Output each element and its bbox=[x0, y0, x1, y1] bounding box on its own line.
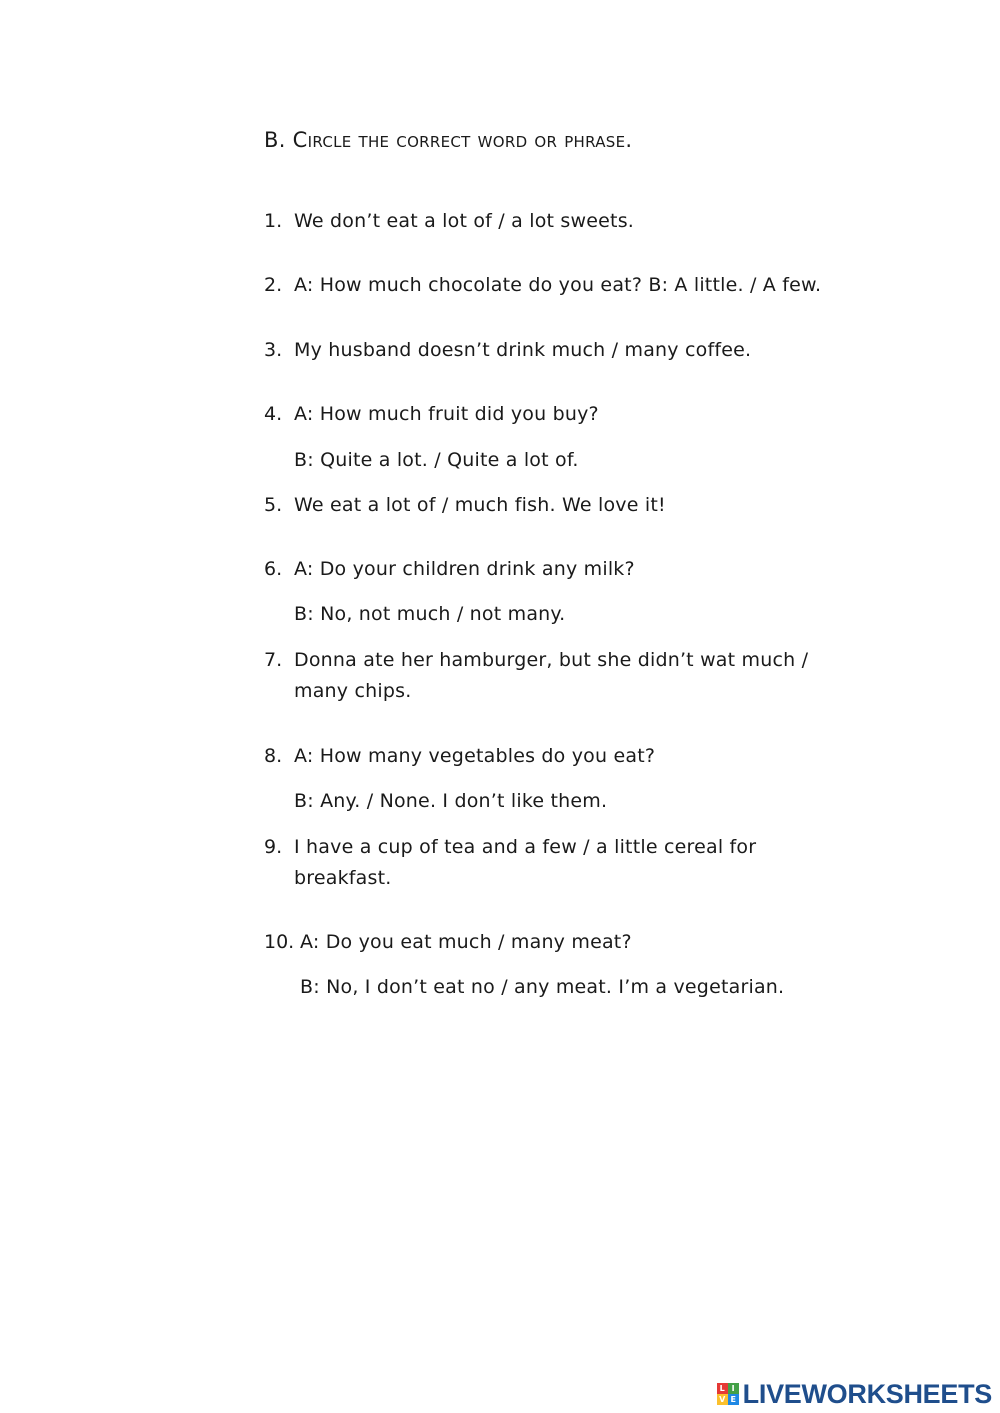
item-number: 4. bbox=[264, 403, 283, 425]
logo-letter: V bbox=[717, 1394, 728, 1405]
item-text: A: How much chocolate do you eat? B: A little. / A few. bbox=[294, 274, 822, 296]
liveworksheets-logo-icon bbox=[717, 1383, 739, 1405]
item-text: B: No, I don’t eat no / any meat. I’m a vegetarian. bbox=[300, 976, 785, 998]
item-text: Donna ate her hamburger, but she didn’t wat much / bbox=[294, 649, 809, 671]
item-text: many chips. bbox=[294, 680, 412, 702]
logo-letter: L bbox=[717, 1383, 728, 1394]
item-text: B: Quite a lot. / Quite a lot of. bbox=[294, 449, 579, 471]
item-text: A: Do your children drink any milk? bbox=[294, 558, 635, 580]
item-text: B: No, not much / not many. bbox=[294, 603, 566, 625]
item-text: We eat a lot of / much fish. We love it! bbox=[294, 494, 666, 516]
item-number: 2. bbox=[264, 274, 283, 296]
item-text: B: Any. / None. I don’t like them. bbox=[294, 790, 608, 812]
item-number: 8. bbox=[264, 745, 283, 767]
item-number: 10. bbox=[264, 931, 295, 953]
item-number: 1. bbox=[264, 210, 283, 232]
item-text: I have a cup of tea and a few / a little cereal for bbox=[294, 836, 757, 858]
worksheet-title: B. Circle the correct word or phrase. bbox=[264, 128, 633, 152]
item-number: 9. bbox=[264, 836, 283, 858]
item-number: 5. bbox=[264, 494, 283, 516]
liveworksheets-footer[interactable] bbox=[717, 1379, 992, 1409]
logo-letter: I bbox=[728, 1383, 739, 1394]
item-number: 7. bbox=[264, 649, 283, 671]
item-text: breakfast. bbox=[294, 867, 392, 889]
item-text: A: How much fruit did you buy? bbox=[294, 403, 599, 425]
item-number: 6. bbox=[264, 558, 283, 580]
item-text: My husband doesn’t drink much / many coffee. bbox=[294, 339, 752, 361]
liveworksheets-brand: LIVEWORKSHEETS bbox=[742, 1378, 992, 1409]
item-number: 3. bbox=[264, 339, 283, 361]
item-text: We don’t eat a lot of / a lot sweets. bbox=[294, 210, 635, 232]
item-text: A: How many vegetables do you eat? bbox=[294, 745, 656, 767]
logo-letter: E bbox=[728, 1394, 739, 1405]
item-text: A: Do you eat much / many meat? bbox=[300, 931, 632, 953]
